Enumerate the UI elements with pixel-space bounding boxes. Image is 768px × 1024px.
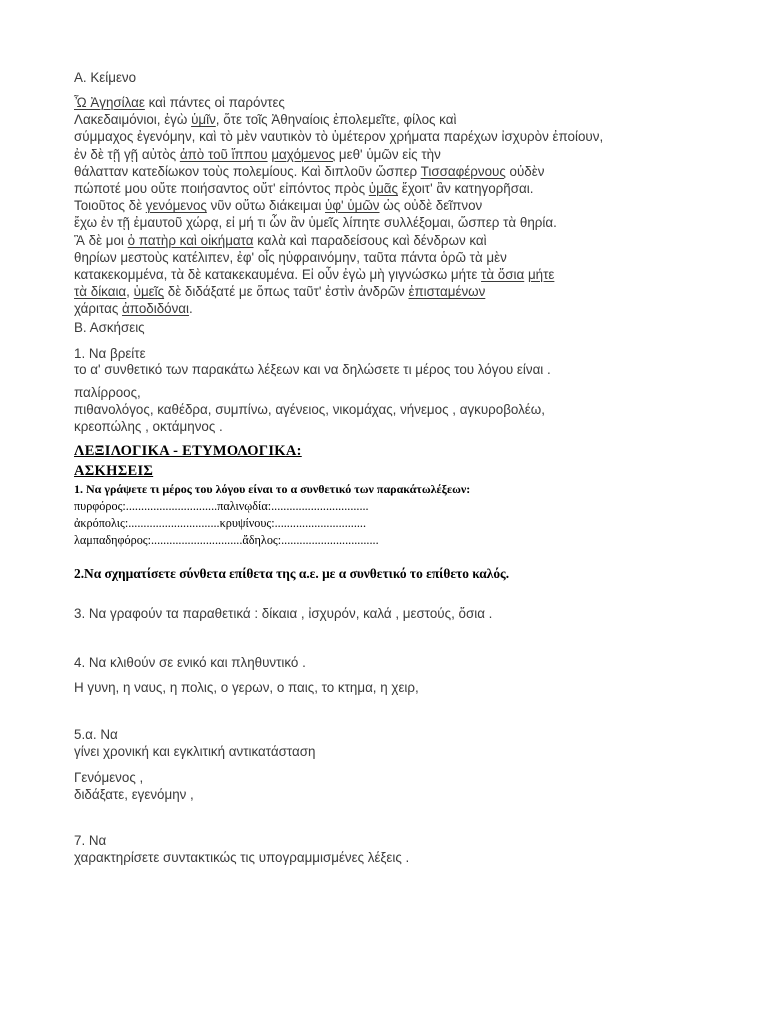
text-segment: σύμμαχος ἐγενόμην, καὶ τὸ μὲν ναυτικὸν τὸ ὑμέτερον χρήματα παρέχων ἰσχυρὸν ἐποίουν, xyxy=(74,129,604,145)
text-line xyxy=(74,266,554,283)
underlined-word: Ὦ Ἀγησίλαε xyxy=(74,95,145,110)
section-b-title: Β. Ασκήσεις xyxy=(74,320,145,335)
text-line xyxy=(74,249,507,266)
lexiloga-subheading: ΑΣΚΗΣΕΙΣ xyxy=(74,463,154,479)
underlined-word: μαχόμενος xyxy=(271,146,336,162)
exercise-5-text: γίνει χρονική και εγκλιτική αντικατάσταση xyxy=(74,744,316,759)
exercise-7-number: 7. Να xyxy=(74,833,107,848)
fill-line-3: λαμπαδηφόρος:..............................ἄδηλος:................................ xyxy=(74,533,379,547)
exercise-5-word-2: διδάξατε, εγενόμην , xyxy=(74,787,194,802)
underlined-word: μήτε xyxy=(527,267,555,282)
text-line xyxy=(74,180,533,197)
text-line xyxy=(74,94,285,111)
text-segment: κατακεκομμένα, τὰ δὲ κατακεκαυμένα. Εἰ οὖν ἐγὼ μὴ γιγνώσκω μήτε xyxy=(74,267,482,282)
text-segment: πώποτέ μου οὔτε ποιήσαντος οὔτ' εἰπόντος πρὸς xyxy=(74,181,369,196)
text-segment: ὡς οὐδὲ δεῖπνον xyxy=(379,198,483,214)
text-segment: . xyxy=(189,301,193,317)
text-segment: ἔχοιτ' ἂν κατηγορῆσαι. xyxy=(398,181,534,196)
underlined-word: τὰ δίκαια xyxy=(74,284,127,300)
text-line xyxy=(74,214,557,231)
text-segment: δὲ διδάξατέ με ὅπως ταῦτ' ἐστὶν ἀνδρῶν xyxy=(164,284,409,300)
underlined-word: ὑφ' ὑμῶν xyxy=(325,198,380,214)
underlined-word: ἀποδιδόναι xyxy=(122,301,190,317)
exercise-5-number: 5.α. Να xyxy=(74,727,118,742)
section-a-title: Α. Κείμενο xyxy=(74,70,137,85)
underlined-word: γενόμενος xyxy=(145,198,207,214)
exercise-4-title: 4. Να κλιθούν σε ενικό και πληθυντικό . xyxy=(74,655,306,670)
underlined-word: ὑμᾶς xyxy=(368,181,398,196)
underlined-word: τὰ ὅσια xyxy=(481,267,525,282)
text-segment: Λακεδαιμόνιοι, ἐγὼ xyxy=(74,112,192,128)
lexiloga-question-2: 2.Να σχηματίσετε σύνθετα επίθετα της α.ε. με α συνθετικό το επίθετο καλός. xyxy=(74,566,510,581)
exercise-7-text: χαρακτηρίσετε συντακτικώς τις υπογραμμισμένες λέξεις . xyxy=(74,850,410,865)
fill-line-2: ἀκρόπολις:..............................κρυψίνους:.............................. xyxy=(74,516,367,530)
lexiloga-question-1: 1. Να γράψετε τι μέρος του λόγου είναι το α συνθετικό των παρακάτωλέξεων: xyxy=(74,482,471,496)
fill-line-1: πυρφόρος:..............................παλινῳδία:................................ xyxy=(74,499,369,513)
text-segment: οὐδὲν xyxy=(505,163,545,179)
text-segment: θηρίων μεστοὺς κατέλιπεν, ἐφ' οἷς ηὐφραινόμην, ταῦτα πάντα ὁρῶ τὰ μὲν xyxy=(74,249,507,265)
text-line xyxy=(74,146,441,163)
text-line xyxy=(74,232,487,249)
underlined-word: ὑμῖν xyxy=(191,112,216,128)
text-segment: μεθ' ὑμῶν εἰς τὴν xyxy=(335,146,441,162)
text-line xyxy=(74,197,482,214)
underlined-word: Τισσαφέρνους xyxy=(420,163,506,179)
text-segment: καλὰ καὶ παραδείσους καὶ δένδρων καὶ xyxy=(253,232,487,248)
text-segment: θάλατταν κατεδίωκον τοὺς πολεμίους. Καὶ διπλοῦν ὥσπερ xyxy=(74,163,421,179)
text-segment: ἐν δὲ τῇ γῇ αὐτὸς xyxy=(74,146,180,162)
exercise-1-words-line-3: κρεοπώλης , οκτάμηνος . xyxy=(74,419,223,434)
text-segment: , ὅτε τοῖς Ἀθηναίοις ἐπολεμεῖτε, φίλος καὶ xyxy=(215,112,457,128)
exercise-1-number: 1. Να βρείτε xyxy=(74,346,146,361)
text-segment: ἔχω ἐν τῇ ἐμαυτοῦ χώρᾳ, εἰ μή τι ὧν ἂν ὑμεῖς λίπητε συλλέξομαι, ὥσπερ τὰ θηρία. xyxy=(74,215,557,231)
text-segment: Τοιοῦτος δὲ xyxy=(74,198,146,214)
underlined-word: ὁ πατὴρ καὶ οἰκήματα xyxy=(127,232,254,248)
text-segment: νῦν οὕτω διάκειμαι xyxy=(206,198,326,214)
lexiloga-heading: ΛΕΞΙΛΟΓΙΚΑ - ΕΤΥΜΟΛΟΓΙΚΑ: xyxy=(74,443,302,459)
underlined-word: ἀπὸ τοῦ ἵππου xyxy=(179,146,268,162)
text-segment: χάριτας xyxy=(74,301,123,317)
text-line xyxy=(74,283,485,300)
text-line xyxy=(74,163,544,180)
exercise-5-word-1: Γενόμενος , xyxy=(74,770,144,785)
exercise-4-words: Η γυνη, η ναυς, η πολις, ο γερων, ο παις, το κτημα, η χειρ, xyxy=(74,680,419,695)
exercise-1-words-line-2: πιθανολόγος, καθέδρα, συμπίνω, αγένειος, νικομάχας, νήνεμος , αγκυροβολέω, xyxy=(74,402,545,417)
text-segment: , xyxy=(126,284,134,300)
text-line xyxy=(74,300,193,317)
underlined-word: ἐπισταμένων xyxy=(408,284,486,300)
exercise-1-words-line-1: παλίρροος, xyxy=(74,385,141,400)
underlined-word: ὑμεῖς xyxy=(133,284,165,300)
text-segment: Ἃ δὲ μοι xyxy=(74,232,128,248)
exercise-3: 3. Να γραφούν τα παραθετικά : δίκαια , ἰσχυρόν, καλά , μεστούς, ὅσια . xyxy=(74,606,493,621)
text-line xyxy=(74,128,603,145)
exercise-1-text: το α' συνθετικό των παρακάτω λέξεων και να δηλώσετε τι μέρος του λόγου είναι . xyxy=(74,362,551,377)
text-segment: καὶ πάντες οἱ παρόντες xyxy=(144,95,285,110)
text-line xyxy=(74,111,456,128)
